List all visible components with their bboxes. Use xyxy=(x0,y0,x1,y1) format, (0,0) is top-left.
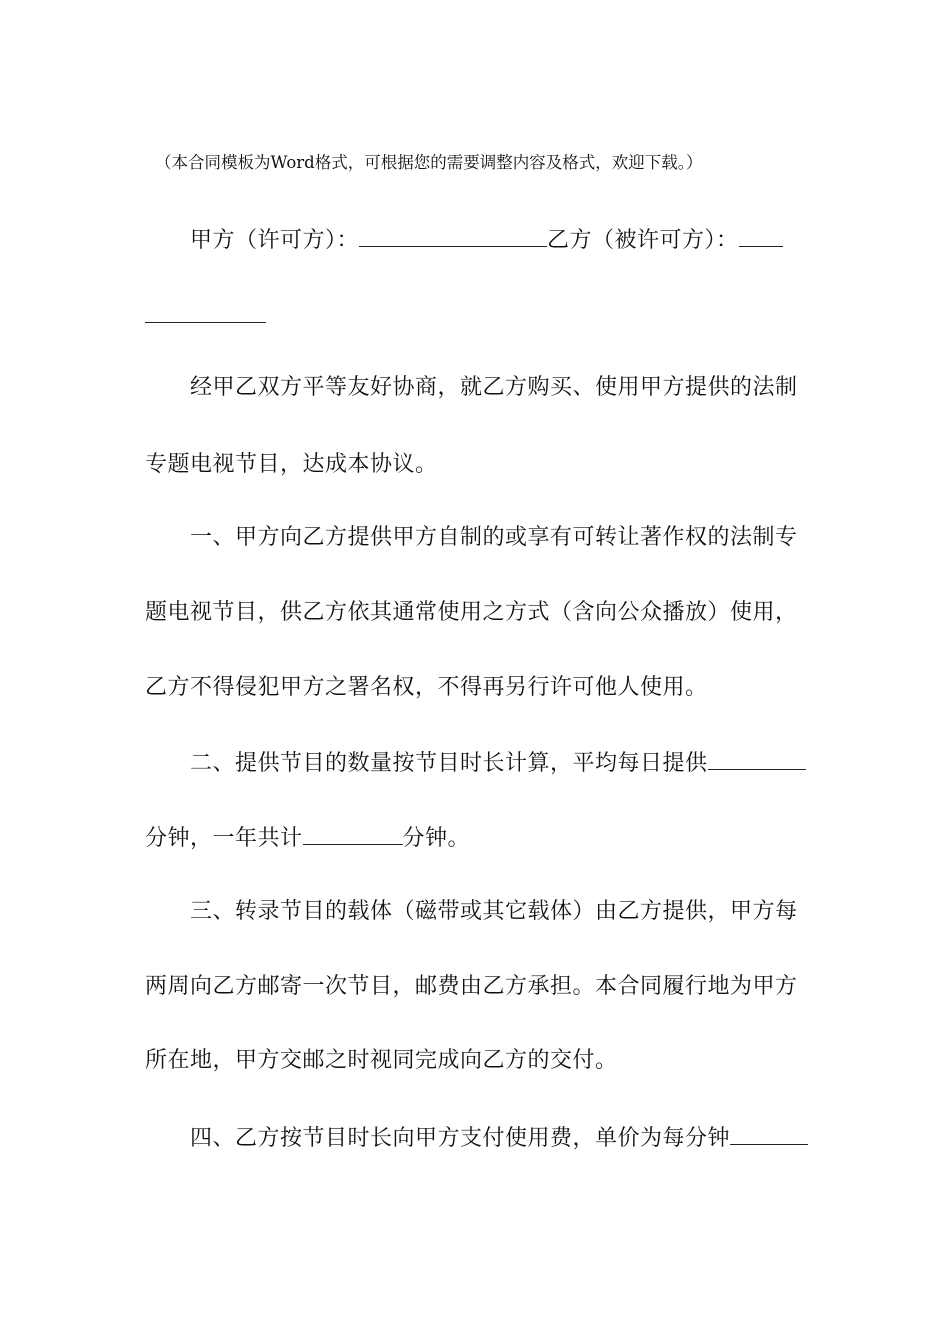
clause-2-text-3: 分钟。 xyxy=(402,826,471,851)
clause-3-line-3: 所在地，甲方交邮之时视同完成向乙方的交付。 xyxy=(145,1048,618,1073)
clause-3-line-2: 两周向乙方邮寄一次节目，邮费由乙方承担。本合同履行地为甲方 xyxy=(145,974,798,999)
daily-minutes-blank xyxy=(708,747,806,770)
clause-1-line-2: 题电视节目，供乙方依其通常使用之方式（含向公众播放）使用， xyxy=(145,600,798,625)
party-a-blank xyxy=(359,224,547,247)
party-b-label: 乙方（被许可方）： xyxy=(547,228,739,253)
parties-line xyxy=(190,224,805,256)
clause-1-line-1: 一、甲方向乙方提供甲方自制的或享有可转让著作权的法制专 xyxy=(190,525,798,550)
clause-2-line-2 xyxy=(145,822,805,854)
clause-2-line-1 xyxy=(190,747,805,779)
clause-4-text-1: 四、乙方按节目时长向甲方支付使用费，单价为每分钟 xyxy=(190,1126,731,1151)
party-b-blank-continued-line xyxy=(145,300,805,332)
clause-2-text-1: 二、提供节目的数量按节目时长计算，平均每日提供 xyxy=(190,751,708,776)
clause-4-line-1 xyxy=(190,1122,805,1154)
party-b-blank-end xyxy=(145,300,266,323)
intro-line-2: 专题电视节目，达成本协议。 xyxy=(145,452,438,477)
party-b-blank-start xyxy=(739,224,783,247)
clause-2-text-2: 分钟，一年共计 xyxy=(145,826,303,851)
party-a-label: 甲方（许可方）： xyxy=(190,228,360,253)
clause-3-line-1: 三、转录节目的载体（磁带或其它载体）由乙方提供，甲方每 xyxy=(190,899,798,924)
intro-line-1: 经甲乙双方平等友好协商，就乙方购买、使用甲方提供的法制 xyxy=(190,375,798,400)
template-note: （本合同模板为Word格式，可根据您的需要调整内容及格式，欢迎下载。） xyxy=(155,153,703,172)
price-per-minute-blank xyxy=(730,1122,808,1145)
clause-1-line-3: 乙方不得侵犯甲方之署名权，不得再另行许可他人使用。 xyxy=(145,675,708,700)
yearly-minutes-blank xyxy=(303,822,403,845)
